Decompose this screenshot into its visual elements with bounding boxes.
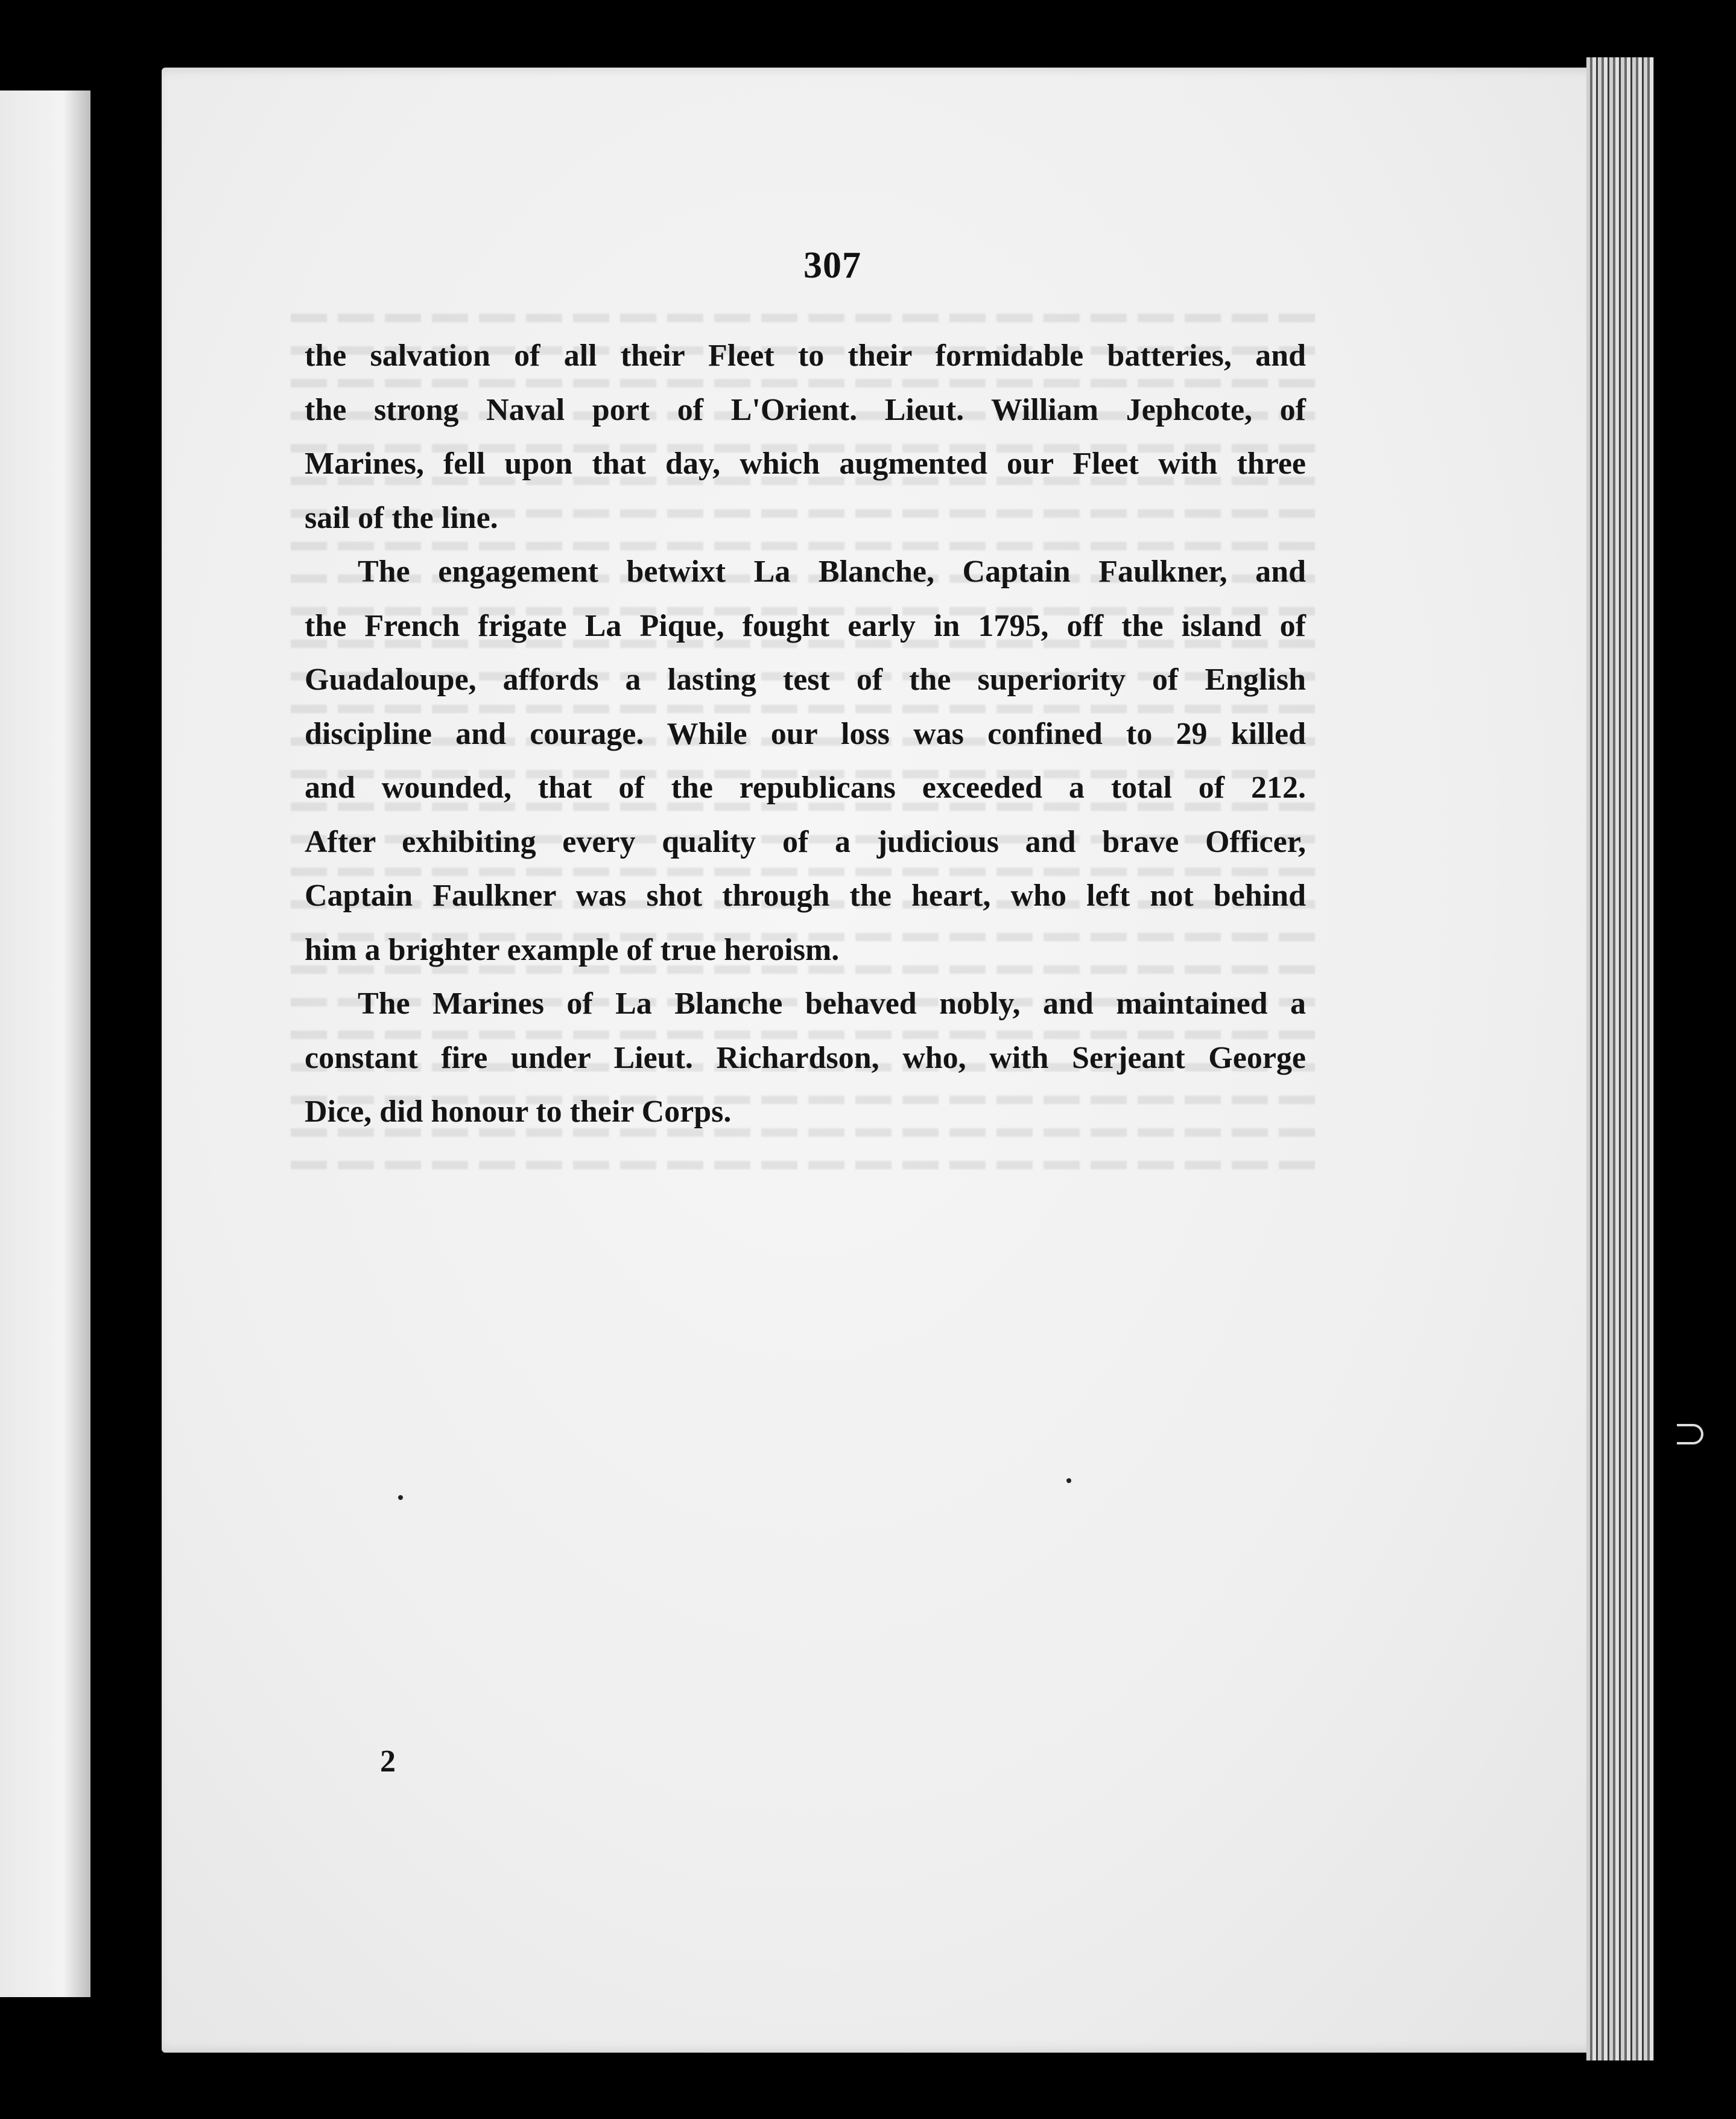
clip-mark xyxy=(1677,1424,1703,1444)
page-number: 307 xyxy=(803,245,861,286)
text-line: him a brighter example of true heroism. xyxy=(305,932,840,967)
text-line: and wounded, that of the republicans exceeded a total of 212. xyxy=(305,770,1306,805)
text-line: After exhibiting every quality of a judicious and brave Officer, xyxy=(305,824,1306,859)
text-line: sail of the line. xyxy=(305,500,498,535)
signature-mark: 2 xyxy=(380,1744,396,1779)
text-line: Marines, fell upon that day, which augmented our Fleet with three xyxy=(305,446,1306,481)
paragraph-1 xyxy=(305,329,1306,545)
paragraph-2 xyxy=(305,545,1306,977)
page-block-edges xyxy=(1586,57,1654,2060)
text-line: discipline and courage. While our loss was confined to 29 killed xyxy=(305,716,1306,751)
text-line: The engagement betwixt La Blanche, Captain Faulkner, and xyxy=(358,554,1306,589)
text-line: Dice, did honour to their Corps. xyxy=(305,1094,732,1129)
ink-speck xyxy=(398,1495,403,1500)
text-line: the salvation of all their Fleet to their formidable batteries, and xyxy=(305,338,1306,373)
ink-speck xyxy=(1066,1478,1071,1483)
paragraph-3 xyxy=(305,977,1306,1139)
facing-page-edge xyxy=(0,91,90,1997)
text-line: Captain Faulkner was shot through the heart, who left not behind xyxy=(305,878,1306,913)
text-line: Guadaloupe, affords a lasting test of the superiority of English xyxy=(305,662,1306,697)
text-line: constant fire under Lieut. Richardson, who, with Serjeant George xyxy=(305,1040,1306,1075)
text-line: the French frigate La Pique, fought early in 1795, off the island of xyxy=(305,608,1306,643)
text-line: the strong Naval port of L'Orient. Lieut. William Jephcote, of xyxy=(305,392,1306,427)
text-line: The Marines of La Blanche behaved nobly, and maintained a xyxy=(358,986,1306,1021)
body-text xyxy=(305,329,1306,1139)
